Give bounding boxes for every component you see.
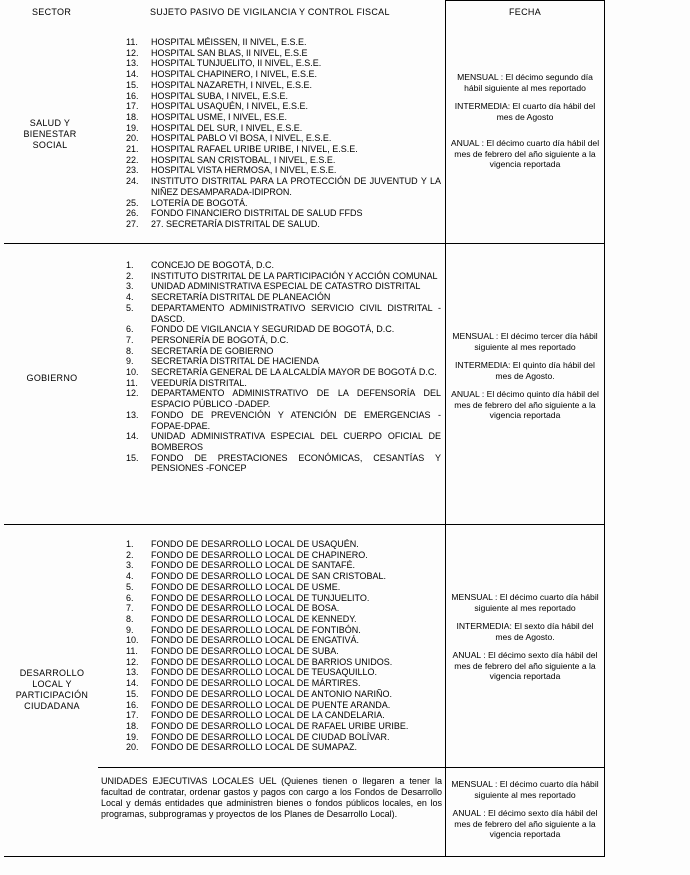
item-number: 21. [126, 144, 139, 155]
item-number: 11. [126, 646, 138, 657]
list-item [126, 198, 441, 209]
item-text: HOSPITAL USAQUÉN, I NIVEL, E.S.E. [151, 101, 309, 112]
item-text: HOSPITAL SAN CRISTOBAL, I NIVEL, E.S.E. [151, 154, 336, 165]
item-text: FONDO DE DESARROLLO LOCAL DE MÁRTIRES. [151, 678, 361, 689]
list-item [126, 431, 441, 452]
item-number: 14. [126, 678, 139, 689]
list-item [126, 292, 441, 303]
item-text: VEEDURÍA DISTRITAL. [151, 377, 247, 388]
list-item [126, 410, 441, 431]
item-number: 8. [126, 345, 134, 356]
list-item [126, 123, 441, 134]
item-text: FONDO DE DESARROLLO LOCAL DE USAQUÉN. [151, 539, 359, 549]
item-number: 6. [126, 592, 134, 603]
sector-gobierno: GOBIERNO [26, 373, 78, 383]
item-number: 20. [126, 742, 139, 753]
item-number: 2. [126, 270, 134, 281]
fecha-desarrollo-local [448, 592, 602, 690]
item-text: FONDO DE DESARROLLO LOCAL DE ENGATIVÁ. [151, 635, 360, 646]
item-text: HOSPITAL MÉISSEN, II NIVEL, E.S.E. [151, 37, 307, 47]
item-text: CONCEJO DE BOGOTÁ, D.C. [151, 260, 275, 270]
list-item [126, 646, 441, 657]
list-item [126, 48, 441, 59]
list-item [126, 700, 441, 711]
item-number: 3. [126, 560, 134, 571]
fecha-anual: ANUAL : El décimo quinto día hábil del mes de febrero del año siguiente a la vigencia reportada [451, 389, 599, 420]
item-text: HOSPITAL NAZARETH, I NIVEL, E.S.E. [151, 79, 313, 90]
item-text: DEPARTAMENTO ADMINISTRATIVO DE LA DEFENSORÍA DEL ESPACIO PÚBLICO -DADEP. [151, 388, 441, 410]
sector-desarrollo-local: DESARROLLO LOCAL Y PARTICIPACIÓN CIUDADANA [15, 668, 89, 711]
fecha-gobierno [448, 331, 602, 429]
list-item [126, 593, 441, 604]
list-item [126, 155, 441, 166]
item-number: 19. [126, 122, 139, 133]
row-divider-2 [4, 524, 605, 525]
list-item [126, 678, 441, 689]
list-item [126, 560, 441, 571]
item-number: 10. [126, 635, 139, 646]
item-text: FONDO DE DESARROLLO LOCAL DE SANTAFÉ. [151, 560, 356, 571]
item-text: FONDO DE VIGILANCIA Y SEGURIDAD DE BOGOTÁ, D.C. [151, 324, 395, 335]
item-text: FONDO DE DESARROLLO LOCAL DE LA CANDELARIA. [151, 710, 385, 721]
item-text: HOSPITAL TUNJUELITO, II NIVEL, E.S.E. [151, 58, 322, 69]
fecha-salud [448, 72, 602, 178]
fecha-intermedia: INTERMEDIA: El cuarto día hábil del mes de Agosto [454, 101, 596, 122]
item-text: FONDO DE DESARROLLO LOCAL DE ANTONIO NARIÑO. [151, 688, 393, 699]
item-text: FONDO DE DESARROLLO LOCAL DE BOSA. [151, 603, 340, 614]
item-text: 27. SECRETARÍA DISTRITAL DE SALUD. [151, 218, 320, 229]
item-number: 13. [126, 58, 139, 69]
item-number: 16. [126, 699, 139, 710]
item-text: FONDO DE DESARROLLO LOCAL DE BARRIOS UNIDOS. [151, 656, 393, 667]
item-number: 12. [126, 656, 139, 667]
item-number: 1. [126, 539, 134, 549]
item-text: UNIDAD ADMINISTRATIVA ESPECIAL DE CATASTRO DISTRITAL [151, 281, 421, 292]
item-text: PERSONERÍA DE BOGOTÁ, D.C. [151, 334, 289, 345]
item-text: UNIDAD ADMINISTRATIVA ESPECIAL DEL CUERPO OFICIAL DE BOMBEROS [151, 431, 441, 452]
item-text: FONDO DE DESARROLLO LOCAL DE CHAPINERO. [151, 549, 368, 560]
item-number: 5. [126, 581, 134, 592]
item-text: HOSPITAL CHAPINERO, I NIVEL, E.S.E. [151, 69, 318, 80]
item-text: LOTERÍA DE BOGOTÁ. [151, 197, 248, 208]
item-number: 17. [126, 710, 139, 721]
column-divider-fecha [445, 0, 446, 857]
item-number: 9. [126, 356, 134, 367]
item-number: 15. [126, 79, 139, 90]
table-top-border [445, 0, 605, 1]
item-text: SECRETARÍA DISTRITAL DE PLANEACIÓN [151, 292, 331, 303]
header-sujeto: SUJETO PASIVO DE VIGILANCIA Y CONTROL FISCAL [150, 7, 390, 17]
item-text: FONDO DE DESARROLLO LOCAL DE TUNJUELITO. [151, 592, 370, 603]
item-number: 3. [126, 281, 134, 292]
item-text: INSTITUTO DISTRITAL PARA LA PROTECCIÓN DE JUVENTUD Y LA NIÑEZ DESAMPARADA-IDIPRON. [151, 176, 441, 197]
list-item [126, 346, 441, 357]
item-number: 7. [126, 603, 134, 614]
item-text: HOSPITAL VISTA HERMOSA, I NIVEL, E.S.E. [151, 165, 337, 176]
list-item [126, 271, 441, 282]
list-item [126, 133, 441, 144]
item-number: 23. [126, 165, 139, 176]
item-text: FONDO DE DESARROLLO LOCAL DE FONTIBÓN. [151, 624, 361, 635]
item-number: 11. [126, 377, 138, 388]
list-item [126, 101, 441, 112]
fecha-uel [448, 779, 602, 848]
list-item [126, 37, 441, 48]
sector-salud: SALUD Y BIENESTAR SOCIAL [23, 118, 77, 150]
item-text: FONDO DE DESARROLLO LOCAL DE PUENTE ARANDA. [151, 699, 391, 710]
item-number: 12. [126, 47, 139, 58]
list-item [126, 582, 441, 593]
item-number: 15. [126, 688, 139, 699]
item-number: 18. [126, 720, 139, 731]
list-item [126, 176, 441, 197]
item-number: 7. [126, 334, 134, 345]
item-number: 10. [126, 367, 139, 378]
list-item [126, 742, 441, 753]
list-item [126, 80, 441, 91]
item-text: HOSPITAL SAN BLAS, II NIVEL, E.S.E [151, 47, 308, 58]
table-right-border [604, 0, 605, 857]
fecha-anual: ANUAL : El décimo sexto día hábil del mes de febrero del año siguiente a la vigencia reportada [452, 650, 598, 681]
item-number: 15. [126, 452, 139, 463]
fecha-anual: ANUAL : El décimo cuarto día hábil del mes de febrero del año siguiente a la vigencia reportada [450, 138, 600, 169]
list-item [126, 614, 441, 625]
item-number: 11. [126, 37, 138, 47]
fecha-mensual: MENSUAL : El décimo cuarto día hábil siguiente al mes reportado [451, 779, 599, 800]
list-item [126, 91, 441, 102]
header-fecha: FECHA [509, 7, 542, 17]
list-item [126, 603, 441, 614]
item-text: FONDO DE DESARROLLO LOCAL DE SAN CRISTOBAL. [151, 571, 387, 582]
item-text: SECRETARÍA DISTRITAL DE HACIENDA [151, 356, 319, 367]
item-number: 14. [126, 69, 139, 80]
item-number: 13. [126, 409, 139, 420]
item-text: FONDO DE DESARROLLO LOCAL DE SUBA. [151, 646, 339, 657]
list-item [126, 378, 441, 389]
item-number: 2. [126, 549, 134, 560]
item-number: 18. [126, 111, 139, 122]
list-gobierno [126, 260, 441, 474]
item-number: 22. [126, 154, 139, 165]
item-number: 12. [126, 388, 139, 399]
fecha-mensual: MENSUAL : El décimo segundo día hábil siguiente al mes reportado [457, 72, 593, 93]
item-text: FONDO FINANCIERO DISTRITAL DE SALUD FFDS [151, 208, 363, 219]
list-item [126, 689, 441, 700]
item-number: 8. [126, 613, 134, 624]
row-divider-uel [98, 767, 605, 768]
list-item [126, 710, 441, 721]
item-number: 26. [126, 208, 139, 219]
list-item [126, 208, 441, 219]
item-text: INSTITUTO DISTRITAL DE LA PARTICIPACIÓN Y ACCIÓN COMUNAL [151, 270, 438, 281]
item-text: FONDO DE DESARROLLO LOCAL DE SUMAPAZ. [151, 742, 358, 753]
list-item [126, 112, 441, 123]
table-bottom-border [4, 856, 605, 857]
fecha-anual: ANUAL : El décimo sexto día hábil del mes de febrero del año siguiente a la vigencia reportada [452, 808, 598, 839]
list-item [126, 539, 441, 550]
item-number: 17. [126, 101, 139, 112]
list-item [126, 571, 441, 582]
fecha-mensual: MENSUAL : El décimo cuarto día hábil siguiente al mes reportado [451, 592, 599, 613]
item-text: SECRETARÍA GENERAL DE LA ALCALDÍA MAYOR DE BOGOTÁ D.C. [151, 367, 437, 378]
list-item [126, 721, 441, 732]
item-number: 27. [126, 218, 139, 229]
list-desarrollo-local [126, 539, 441, 753]
item-text: FONDO DE PREVENCIÓN Y ATENCIÓN DE EMERGENCIAS - FOPAE-DPAE. [151, 409, 441, 431]
header-sector: SECTOR [32, 7, 72, 17]
item-text: FONDO DE DESARROLLO LOCAL DE USME. [151, 581, 341, 592]
item-number: 20. [126, 133, 139, 144]
row-divider-1 [4, 243, 605, 244]
item-text: HOSPITAL PABLO VI BOSA, I NIVEL, E.S.E. [151, 133, 332, 144]
list-item [126, 281, 441, 292]
item-number: 19. [126, 731, 139, 742]
item-text: FONDO DE DESARROLLO LOCAL DE CIUDAD BOLÍVAR. [151, 731, 390, 742]
list-item [126, 657, 441, 668]
fecha-intermedia: INTERMEDIA: El quinto día hábil del mes de Agosto. [455, 360, 595, 381]
item-number: 13. [126, 667, 139, 678]
item-number: 4. [126, 571, 134, 582]
list-item [126, 453, 441, 474]
item-text: FONDO DE DESARROLLO LOCAL DE RAFAEL URIBE URIBE. [151, 720, 409, 731]
item-number: 16. [126, 90, 139, 101]
list-item [126, 625, 441, 636]
item-text: DEPARTAMENTO ADMINISTRATIVO SERVICIO CIVIL DISTRITAL - DASCD. [151, 302, 441, 324]
list-salud [126, 37, 441, 230]
list-item [126, 260, 441, 271]
fecha-mensual: MENSUAL : El décimo tercer día hábil siguiente al mes reportado [452, 331, 598, 352]
list-item [126, 165, 441, 176]
item-number: 6. [126, 324, 134, 335]
item-text: HOSPITAL SUBA, I NIVEL, E.S.E. [151, 90, 289, 101]
list-item [126, 367, 441, 378]
item-text: FONDO DE PRESTACIONES ECONÓMICAS, CESANTÍAS Y PENSIONES -FONCEP [151, 452, 441, 474]
list-item [126, 635, 441, 646]
list-item [126, 732, 441, 743]
item-number: 5. [126, 302, 134, 313]
list-item [126, 324, 441, 335]
item-number: 24. [126, 176, 139, 187]
item-text: HOSPITAL DEL SUR, I NIVEL, E.S.E. [151, 122, 303, 133]
list-item [126, 303, 441, 324]
list-item [126, 550, 441, 561]
item-text: SECRETARÍA DE GOBIERNO [151, 345, 274, 356]
list-item [126, 356, 441, 367]
list-item [126, 69, 441, 80]
item-text: HOSPITAL RAFAEL URIBE URIBE, I NIVEL, E.S.E. [151, 144, 358, 155]
uel-description: UNIDADES EJECUTIVAS LOCALES UEL (Quienes tienen o llegaren a tener la facultad de contratar, ordenar gastos y pagos con cargo a los Fondos de Desarrollo Local y demás entidades que administren bienes o fondos públicos locales, en los programas, subprogramas y proyectos de los Planes de Desarrollo Local). [101, 776, 442, 819]
list-item [126, 219, 441, 230]
item-number: 1. [126, 260, 134, 270]
item-text: FONDO DE DESARROLLO LOCAL DE KENNEDY. [151, 613, 357, 624]
item-text: HOSPITAL USME, I NIVEL, ES.E. [151, 111, 288, 122]
list-item [126, 144, 441, 155]
item-number: 9. [126, 624, 134, 635]
list-item [126, 667, 441, 678]
fecha-intermedia: INTERMEDIA: El sexto día hábil del mes de Agosto. [456, 621, 594, 642]
list-item [126, 335, 441, 346]
list-item [126, 58, 441, 69]
item-number: 4. [126, 292, 134, 303]
item-number: 25. [126, 197, 139, 208]
item-text: FONDO DE DESARROLLO LOCAL DE TEUSAQUILLO. [151, 667, 378, 678]
list-item [126, 388, 441, 409]
item-number: 14. [126, 431, 139, 442]
